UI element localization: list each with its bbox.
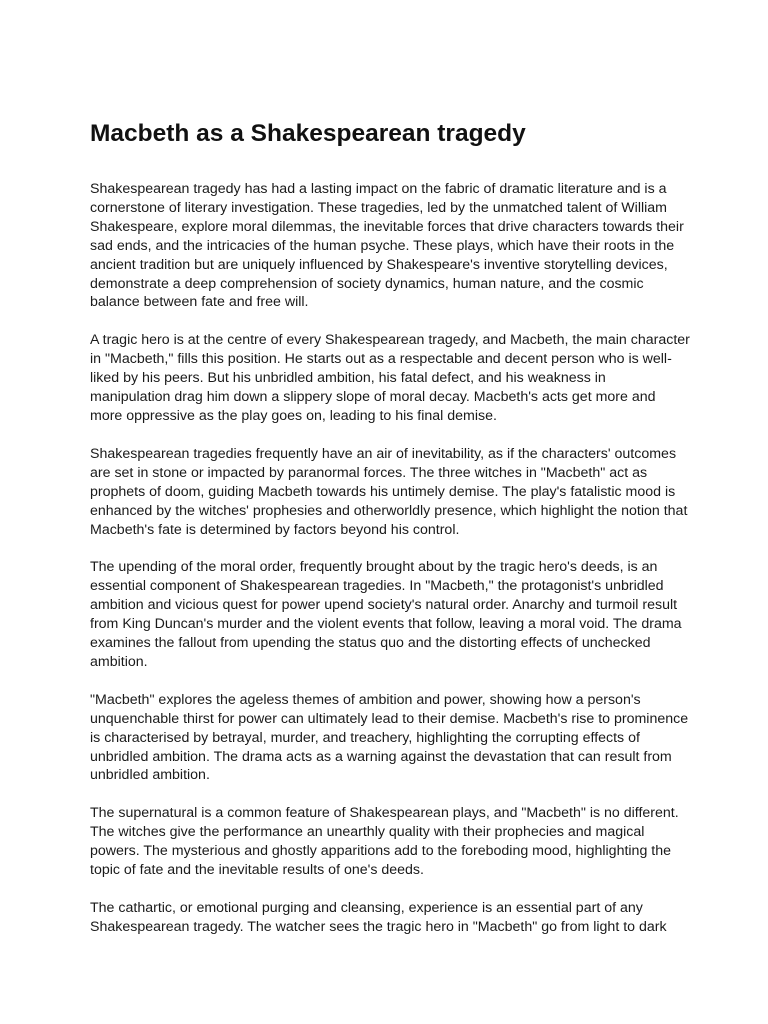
document-page xyxy=(90,118,690,956)
paragraph-2: A tragic hero is at the centre of every Shakespearean tragedy, and Macbeth, the main character in "Macbeth," fills this position. He starts out as a respectable and decent person who is well-liked by his peers. But his unbridled ambition, his fatal defect, and his weakness in manipulation drag him down a slippery slope of moral decay. Macbeth's acts get more and more oppressive as the play goes on, leading to his final demise. xyxy=(90,332,690,424)
paragraph-3: Shakespearean tragedies frequently have an air of inevitability, as if the characters' outcomes are set in stone or impacted by paranormal forces. The three witches in "Macbeth" act as prophets of doom, guiding Macbeth towards his untimely demise. The play's fatalistic mood is enhanced by the witches' prophesies and otherworldly presence, which highlight the notion that Macbeth's fate is determined by factors beyond his control. xyxy=(90,445,688,538)
page-title: Macbeth as a Shakespearean tragedy xyxy=(90,120,526,147)
paragraph-4: The upending of the moral order, frequently brought about by the tragic hero's deeds, is an essential component of Shakespearean tragedies. In "Macbeth," the protagonist's unbridled ambition and vicious quest for power upend society's natural order. Anarchy and turmoil result from King Duncan's murder and the violent events that follow, leaving a moral void. The drama examines the fallout from upending the status quo and the distorting effects of unchecked ambition. xyxy=(90,559,682,670)
paragraph-6: The supernatural is a common feature of Shakespearean plays, and "Macbeth" is no different. The witches give the performance an unearthly quality with their prophecies and magical powers. The mysterious and ghostly apparitions add to the foreboding mood, highlighting the topic of fate and the inevitable results of one's deeds. xyxy=(90,805,679,879)
paragraph-5: "Macbeth" explores the ageless themes of ambition and power, showing how a person's unquenchable thirst for power can ultimately lead to their demise. Macbeth's rise to prominence is characterised by betrayal, murder, and treachery, highlighting the corrupting effects of unbridled ambition. The drama acts as a warning against the devastation that can result from unbridled ambition. xyxy=(90,691,689,784)
paragraph-1: Shakespearean tragedy has had a lasting impact on the fabric of dramatic literature and is a cornerstone of literary investigation. These tragedies, led by the unmatched talent of William Shakespeare, explore moral dilemmas, the inevitable forces that drive characters towards their sad ends, and the intricacies of the human psyche. These plays, which have their roots in the ancient tradition but are uniquely influenced by Shakespeare's inventive storytelling devices, demonstrate a deep comprehension of society dynamics, human nature, and the cosmic balance between fate and free will. xyxy=(90,181,684,311)
paragraph-7: The cathartic, or emotional purging and cleansing, experience is an essential part of any Shakespearean tragedy. The watcher sees the tragic hero in "Macbeth" go from light to dark xyxy=(90,900,667,935)
